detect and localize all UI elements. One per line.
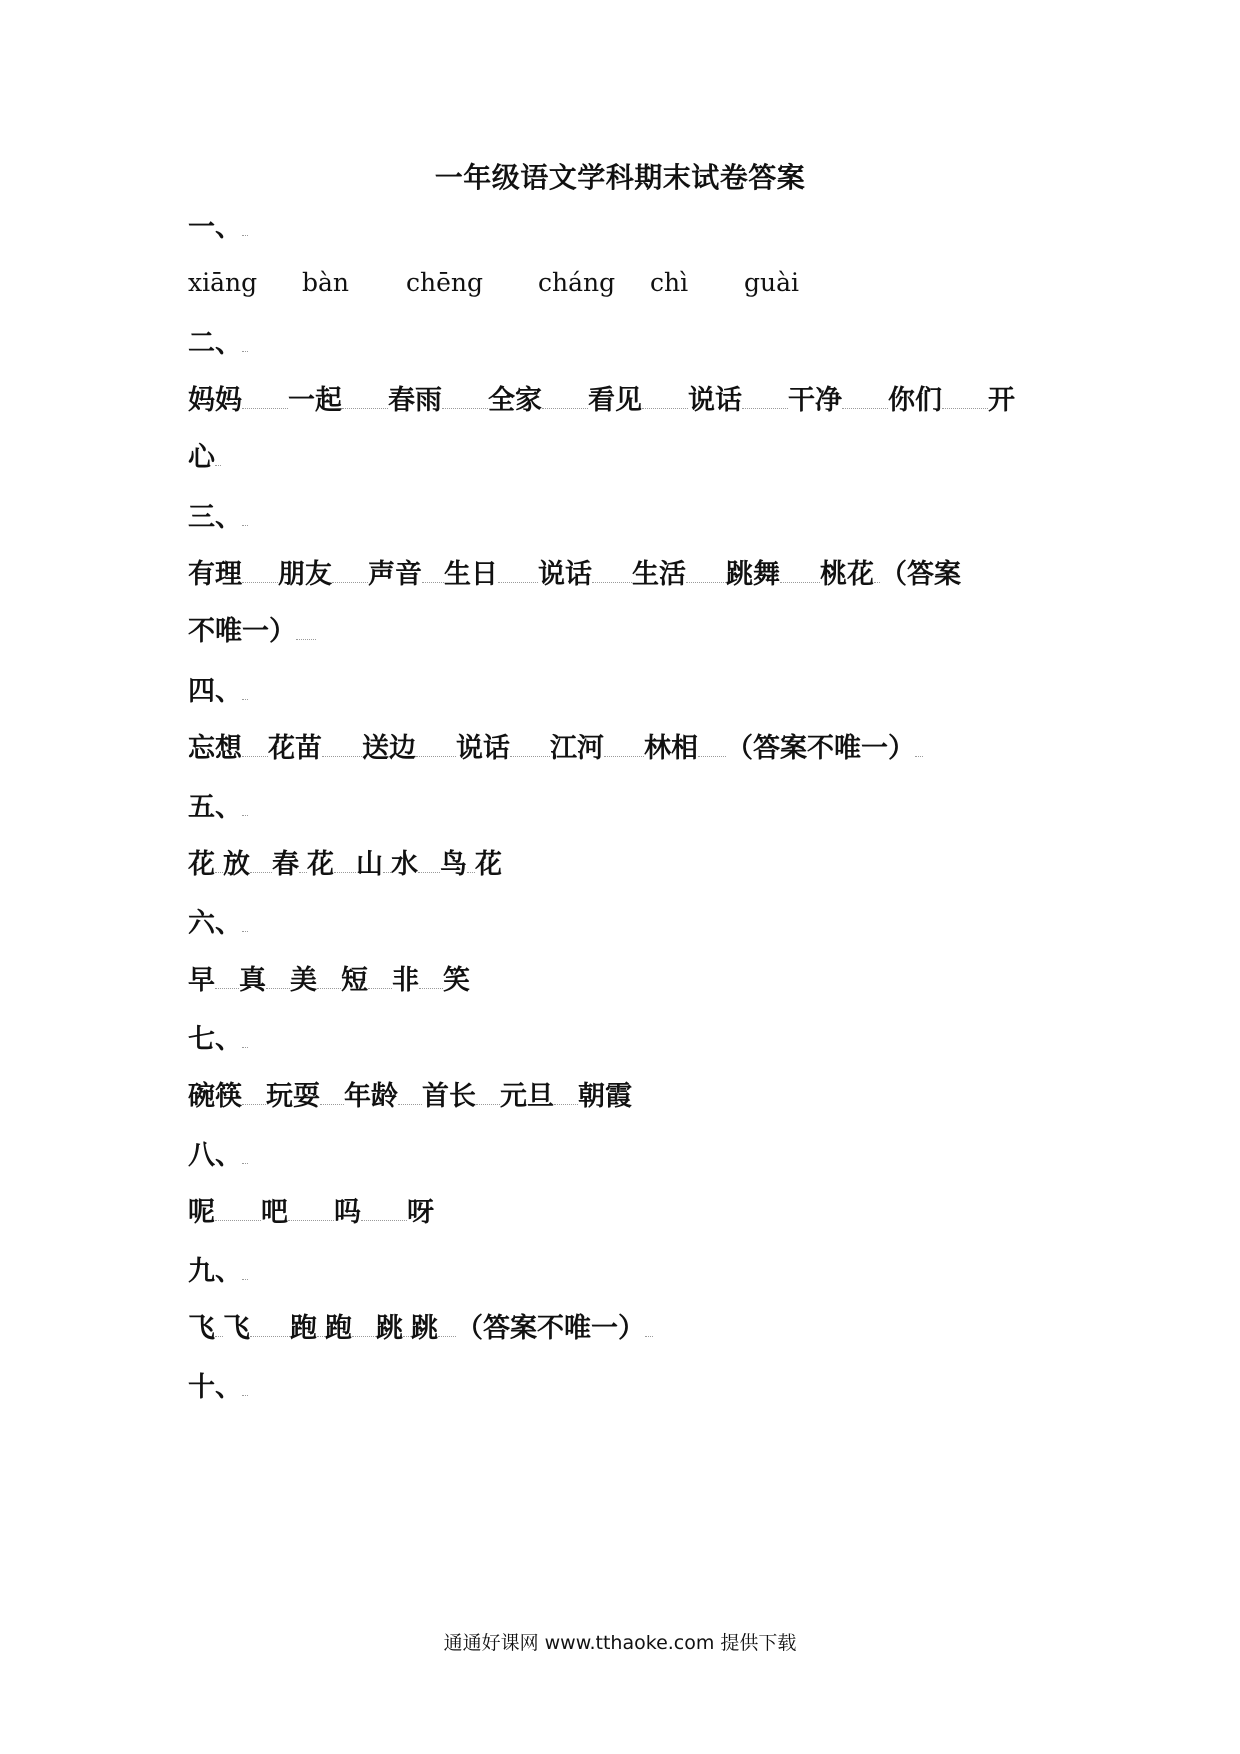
heading-text: 九、: [188, 1256, 242, 1287]
answer-item: 水: [391, 849, 418, 880]
heading-text: 八、: [188, 1140, 242, 1171]
pinyin-item: guài: [744, 268, 800, 297]
heading-text: 一、: [188, 212, 242, 243]
answer-item: 花: [475, 849, 502, 880]
answer-item: 说话: [456, 733, 510, 764]
answer-item: 首长: [422, 1081, 476, 1112]
answer-item: 跳: [376, 1313, 403, 1344]
section-heading-4: [188, 674, 1068, 710]
pinyin-item: bàn: [302, 268, 350, 297]
answer-item: 跳舞: [726, 559, 780, 590]
answer-item: 呀: [407, 1197, 434, 1228]
section-heading-6: [188, 906, 1068, 942]
answer-item: 飞: [188, 1313, 215, 1344]
answer-row-9: [188, 1311, 1068, 1347]
answer-item: 年龄: [344, 1081, 398, 1112]
answer-item: 吧: [261, 1197, 288, 1228]
heading-text: 十、: [188, 1372, 242, 1403]
section-heading-8: [188, 1138, 1068, 1174]
answer-item: （答案: [880, 559, 961, 590]
pinyin-item: chì: [650, 268, 689, 297]
section-heading-9: [188, 1254, 1068, 1290]
answer-item: 妈妈: [188, 385, 242, 416]
answer-item: 跑: [290, 1313, 317, 1344]
answer-item: 非: [392, 965, 419, 996]
answer-item: 你们: [888, 385, 942, 416]
pinyin-item: chēng: [406, 268, 484, 297]
heading-text: 七、: [188, 1024, 242, 1055]
answer-row-8: [188, 1195, 1068, 1231]
heading-text: 四、: [188, 676, 242, 707]
answer-item: 花: [307, 849, 334, 880]
answer-item: 一起: [288, 385, 342, 416]
pinyin-row: [188, 266, 1068, 300]
answer-item: 放: [223, 849, 250, 880]
answer-continuation-3: [188, 614, 1068, 650]
answer-item: 山: [356, 849, 383, 880]
answer-row-2: [188, 383, 1068, 419]
answer-item: 说话: [688, 385, 742, 416]
answer-item: 说话: [538, 559, 592, 590]
answer-item: 呢: [188, 1197, 215, 1228]
heading-text: 二、: [188, 328, 242, 359]
section-heading-2: [188, 326, 1068, 362]
continuation-text: 不唯一）: [188, 616, 296, 647]
answer-item: 跑: [325, 1313, 352, 1344]
pinyin-item: cháng: [538, 268, 616, 297]
answer-item: 跳: [411, 1313, 438, 1344]
section-heading-7: [188, 1022, 1068, 1058]
footer-watermark: 通通好课网 www.tthaoke.com 提供下载: [443, 1632, 797, 1654]
heading-text: 五、: [188, 792, 242, 823]
answer-item: 笑: [443, 965, 470, 996]
answer-item: 元旦: [500, 1081, 554, 1112]
answer-item: 鸟: [440, 849, 467, 880]
page-title: 一年级语文学科期末试卷答案: [434, 161, 806, 194]
answer-item: 朋友: [278, 559, 332, 590]
answer-item: 真: [239, 965, 266, 996]
answer-item: 飞: [223, 1313, 250, 1344]
answer-item: 有理: [188, 559, 242, 590]
answer-item: （答案不唯一）: [726, 733, 915, 764]
pinyin-item: xiāng: [188, 268, 258, 297]
answer-item: 看见: [588, 385, 642, 416]
answer-item: 短: [341, 965, 368, 996]
section-heading-3: [188, 500, 1068, 536]
answer-row-5: [188, 847, 1068, 883]
heading-text: 三、: [188, 502, 242, 533]
answer-item: 碗筷: [188, 1081, 242, 1112]
answer-item: 花苗: [268, 733, 322, 764]
section-heading-5: [188, 790, 1068, 826]
section-heading-1: [188, 210, 1068, 246]
heading-text: 六、: [188, 908, 242, 939]
answer-item: 花: [188, 849, 215, 880]
answer-item: 吗: [334, 1197, 361, 1228]
answer-item: 江河: [550, 733, 604, 764]
answer-item: 春: [272, 849, 299, 880]
answer-item: 朝霞: [578, 1081, 632, 1112]
answer-item: 桃花: [820, 559, 874, 590]
answer-row-4: [188, 731, 1068, 767]
continuation-text: 心: [188, 442, 215, 473]
answer-item: 早: [188, 965, 215, 996]
answer-item: 开: [988, 385, 1015, 416]
answer-item: 生日: [444, 559, 498, 590]
answer-item: 送边: [362, 733, 416, 764]
answer-item: 忘想: [188, 733, 242, 764]
answer-row-6: [188, 963, 1068, 999]
answer-item: 春雨: [388, 385, 442, 416]
answer-item: 全家: [488, 385, 542, 416]
answer-continuation-2: [188, 440, 1068, 476]
answer-row-7: [188, 1079, 1068, 1115]
answer-item: （答案不唯一）: [456, 1313, 645, 1344]
answer-item: 干净: [788, 385, 842, 416]
answer-row-3: [188, 557, 1068, 593]
answer-item: 美: [290, 965, 317, 996]
answer-item: 声音: [368, 559, 422, 590]
section-heading-10: [188, 1370, 1068, 1406]
answer-item: 玩耍: [266, 1081, 320, 1112]
answer-item: 生活: [632, 559, 686, 590]
answer-item: 林相: [644, 733, 698, 764]
